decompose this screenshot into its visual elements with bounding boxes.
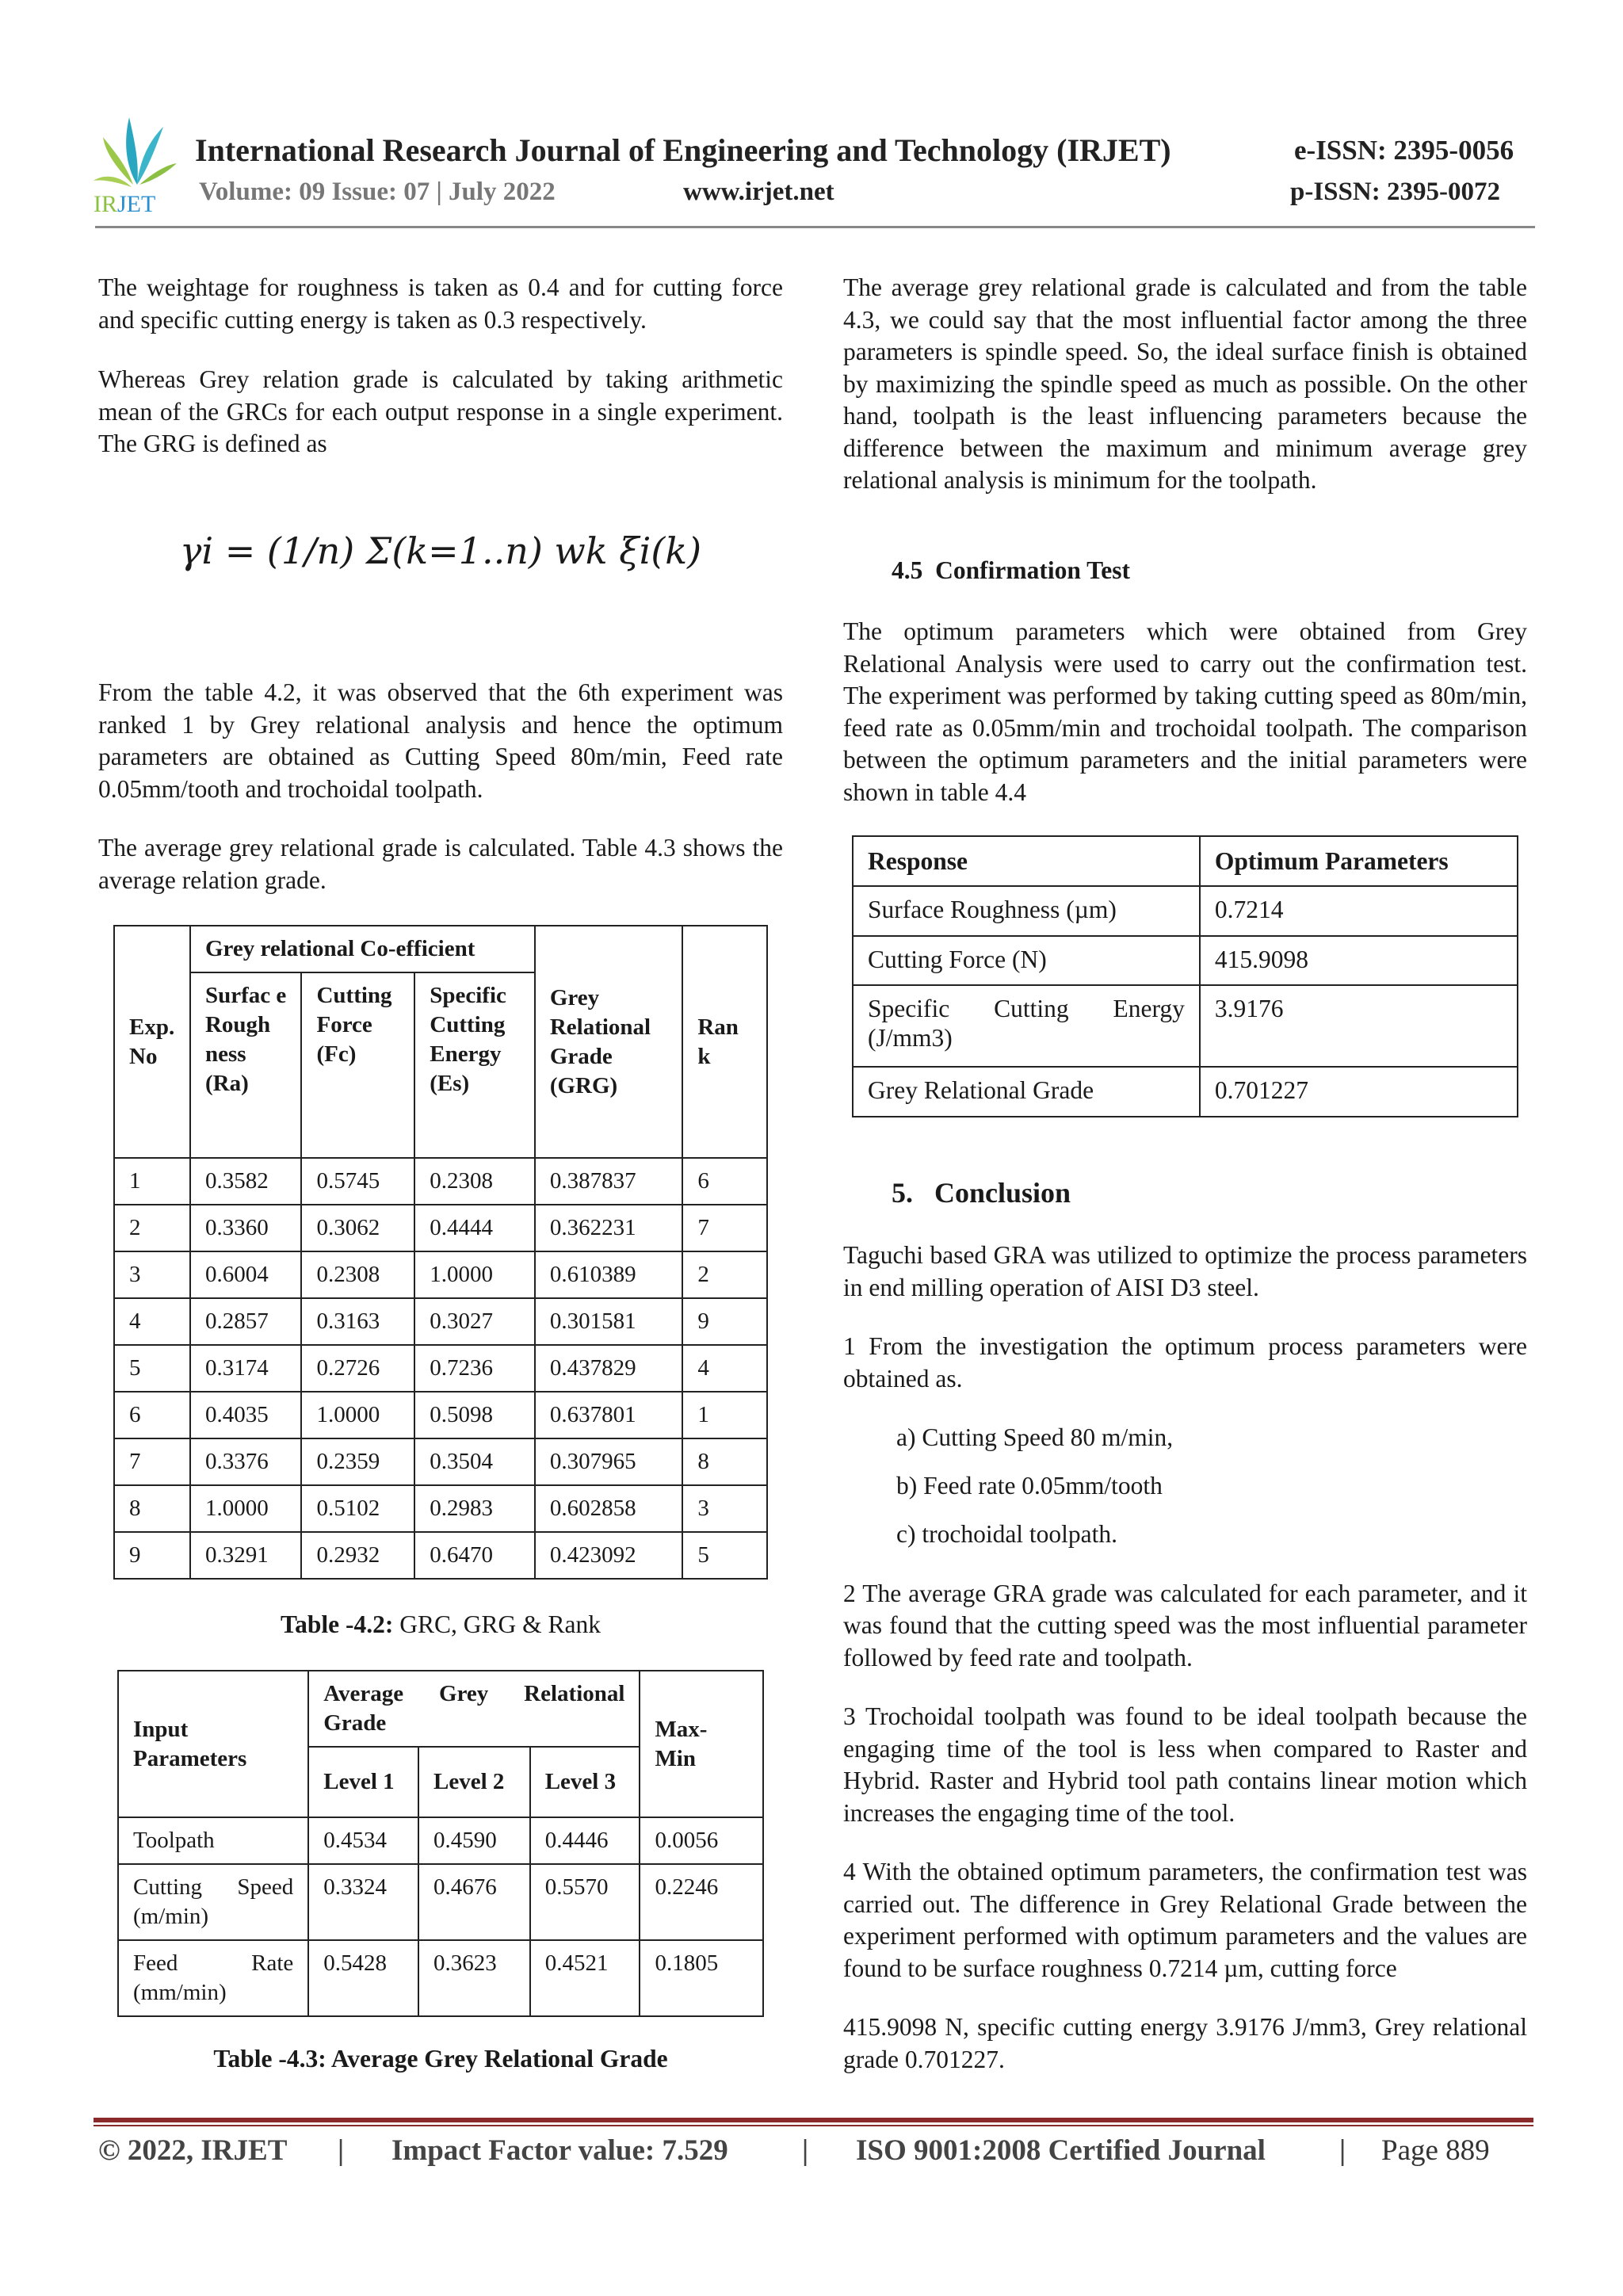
header-average-grg: Average Grey Relational Grade	[308, 1671, 640, 1747]
table-cell: 0.2983	[414, 1485, 535, 1532]
header-exp-no: Exp. No	[114, 926, 190, 1158]
table-cell: 8	[114, 1485, 190, 1532]
list-item: c) trochoidal toolpath.	[896, 1520, 1118, 1548]
table-cell: 7	[682, 1205, 767, 1251]
paragraph: The average grey relational grade is calculated and from the table 4.3, we could say that the most influential factor among the three parameters is spindle speed. So, the ideal surface finish is obtained by maximizing the spindle speed as much as possible. On the other hand, toolpath is the least influencing parameters because the difference between the maximum and minimum average grey relational analysis is minimum for the toolpath.	[843, 273, 1527, 494]
paragraph: From the table 4.2, it was observed that the 6th experiment was ranked 1 by Grey relational analysis and hence the optimum parameters are obtained as Cutting Speed 80m/min, Feed rate 0.05mm/tooth and trochoidal toolpath.	[98, 678, 783, 803]
table-cell: 0.1805	[640, 1940, 763, 2016]
table-cell: 0.2726	[301, 1345, 414, 1392]
irjet-logo: IRJET	[94, 117, 181, 214]
header-rule	[95, 226, 1535, 228]
table-cell: 0.2932	[301, 1532, 414, 1579]
table-cell: 0.3062	[301, 1205, 414, 1251]
table-row	[118, 1817, 763, 1864]
table-row	[853, 1067, 1518, 1117]
header-ra: Surfac e Rough ness (Ra)	[190, 972, 302, 1158]
table-cell: 3.9176	[1200, 985, 1518, 1067]
table-cell: Cutting Force (N)	[853, 936, 1200, 985]
header-response: Response	[853, 836, 1200, 886]
table-cell: 0.5428	[308, 1940, 418, 2016]
volume-issue: Volume: 09 Issue: 07 | July 2022	[199, 178, 556, 206]
table-cell: 0.3504	[414, 1438, 535, 1485]
table-cell: 4	[682, 1345, 767, 1392]
table-cell: 0.6470	[414, 1532, 535, 1579]
table-cell: 0.3623	[418, 1940, 530, 2016]
table-cell: 0.437829	[535, 1345, 683, 1392]
table-cell: 7	[114, 1438, 190, 1485]
table-cell: 0.6004	[190, 1251, 302, 1298]
logo-leaves-icon	[94, 117, 181, 189]
table-cell: 0.7214	[1200, 886, 1518, 936]
table-cell: 0.2857	[190, 1298, 302, 1345]
table-row	[853, 936, 1518, 985]
e-issn: e-ISSN: 2395-0056	[1294, 135, 1514, 166]
table-cell: 0.4521	[530, 1940, 640, 2016]
caption-text: GRC, GRG & Rank	[393, 1610, 601, 1638]
table-cell: 5	[114, 1345, 190, 1392]
footer-iso: ISO 9001:2008 Certified Journal	[856, 2134, 1266, 2167]
footer-separator: |	[338, 2134, 345, 2167]
table-row	[853, 985, 1518, 1067]
table-cell: 9	[114, 1532, 190, 1579]
table-row	[114, 1438, 767, 1485]
table-cell: 3	[682, 1485, 767, 1532]
table-cell: 0.3360	[190, 1205, 302, 1251]
table-cell: 0.3291	[190, 1532, 302, 1579]
footer-separator: |	[1339, 2134, 1346, 2167]
conclusion-body	[843, 1240, 1527, 2076]
table-cell: Specific Cutting Energy (J/mm3)	[853, 985, 1200, 1067]
table-cell: 0.2308	[414, 1158, 535, 1205]
table-cell: 0.4035	[190, 1392, 302, 1438]
table-cell: 0.5102	[301, 1485, 414, 1532]
caption-label: Table -4.2:	[280, 1610, 394, 1638]
header-input-parameters: Input Parameters	[118, 1671, 308, 1817]
table-row	[853, 886, 1518, 936]
table-cell: 0.5745	[301, 1158, 414, 1205]
table-cell: 0.362231	[535, 1205, 683, 1251]
header-fc: Cutting Force (Fc)	[301, 972, 414, 1158]
table-cell: 0.0056	[640, 1817, 763, 1864]
footer-rule-thin	[94, 2125, 1533, 2126]
table-cell: 0.637801	[535, 1392, 683, 1438]
table-cell: 0.4676	[418, 1864, 530, 1940]
table-cell: 8	[682, 1438, 767, 1485]
header-grg: Grey Relational Grade (GRG)	[535, 926, 683, 1158]
table-cell: 6	[682, 1158, 767, 1205]
table-4-3	[117, 1670, 764, 2017]
table-4-2	[113, 925, 768, 1580]
table-cell: Grey Relational Grade	[853, 1067, 1200, 1117]
footer-rule	[94, 2118, 1533, 2122]
paragraph: 4 With the obtained optimum parameters, the confirmation test was carried out. The difference in Grey Relational Grade between the experiment performed with optimum parameters and the values are found to be surface roughness 0.7214 µm, cutting force	[843, 1858, 1527, 1982]
table-cell: Cutting Speed (m/min)	[118, 1864, 308, 1940]
table-cell: 415.9098	[1200, 936, 1518, 985]
table-cell: 0.4590	[418, 1817, 530, 1864]
table-cell: 0.387837	[535, 1158, 683, 1205]
header-grey-relational-coefficient: Grey relational Co-efficient	[190, 926, 535, 972]
table-4-4	[852, 835, 1518, 1117]
table-cell: 0.2246	[640, 1864, 763, 1940]
table-row	[114, 1485, 767, 1532]
table-cell: Toolpath	[118, 1817, 308, 1864]
table-row	[118, 1864, 763, 1940]
table-4-2-caption	[98, 1610, 783, 1639]
grg-formula: γi = (1/n) Σ(k=1..n) wk ξi(k)	[179, 529, 702, 572]
table-cell: 0.4446	[530, 1817, 640, 1864]
table-cell: 1.0000	[190, 1485, 302, 1532]
table-cell: 0.3582	[190, 1158, 302, 1205]
paragraph: 2 The average GRA grade was calculated for each parameter, and it was found that the cutting speed was the most influential parameter followed by feed rate and toolpath.	[843, 1579, 1527, 1671]
table-cell: 0.2359	[301, 1438, 414, 1485]
table-cell: 1.0000	[414, 1251, 535, 1298]
table-cell: 1.0000	[301, 1392, 414, 1438]
table-cell: 9	[682, 1298, 767, 1345]
table-cell: 3	[114, 1251, 190, 1298]
table-4-3-caption: Table -4.3: Average Grey Relational Grade	[213, 2045, 668, 2073]
table-cell: 0.3174	[190, 1345, 302, 1392]
table-cell: 1	[682, 1392, 767, 1438]
header-level-2: Level 2	[418, 1747, 530, 1817]
section-heading-conclusion: 5. Conclusion	[892, 1177, 1071, 1209]
table-cell: 0.602858	[535, 1485, 683, 1532]
table-row	[118, 1940, 763, 2016]
table-cell: 0.701227	[1200, 1067, 1518, 1117]
table-row	[114, 1532, 767, 1579]
table-cell: Feed Rate (mm/min)	[118, 1940, 308, 2016]
table-row	[114, 1345, 767, 1392]
table-cell: 0.2308	[301, 1251, 414, 1298]
table-cell: 0.3376	[190, 1438, 302, 1485]
p-issn: p-ISSN: 2395-0072	[1290, 178, 1500, 206]
header-es: Specific Cutting Energy (Es)	[414, 972, 535, 1158]
list-item: a) Cutting Speed 80 m/min,	[896, 1423, 1174, 1451]
table-cell: 0.5098	[414, 1392, 535, 1438]
table-cell: 0.3163	[301, 1298, 414, 1345]
table-row	[114, 1205, 767, 1251]
list-item: b) Feed rate 0.05mm/tooth	[896, 1472, 1163, 1499]
header-max-min: Max-Min	[640, 1671, 763, 1817]
table-cell: Surface Roughness (µm)	[853, 886, 1200, 936]
table-row	[114, 1298, 767, 1345]
footer-copyright: © 2022, IRJET	[98, 2134, 288, 2167]
table-cell: 0.3324	[308, 1864, 418, 1940]
paragraph: 3 Trochoidal toolpath was found to be ideal toolpath because the engaging time of the tool is less when compared to Raster and Hybrid. Raster and Hybrid tool path contains linear motion which increases the engaging time of the tool.	[843, 1702, 1527, 1827]
table-cell: 0.423092	[535, 1532, 683, 1579]
table-cell: 0.5570	[530, 1864, 640, 1940]
footer-separator: |	[802, 2134, 809, 2167]
table-cell: 2	[114, 1205, 190, 1251]
header-level-3: Level 3	[530, 1747, 640, 1817]
paragraph: 415.9098 N, specific cutting energy 3.9176 J/mm3, Grey relational grade 0.701227.	[843, 2013, 1527, 2073]
paragraph: Taguchi based GRA was utilized to optimize the process parameters in end milling operation of AISI D3 steel.	[843, 1241, 1527, 1301]
header-rank: Ran k	[682, 926, 767, 1158]
footer-impact-factor: Impact Factor value: 7.529	[391, 2134, 728, 2167]
table-cell: 6	[114, 1392, 190, 1438]
table-cell: 0.4444	[414, 1205, 535, 1251]
paragraph: The weightage for roughness is taken as 0.4 and for cutting force and specific cutting energy is taken as 0.3 respectively.	[98, 273, 783, 334]
table-cell: 0.4534	[308, 1817, 418, 1864]
table-cell: 5	[682, 1532, 767, 1579]
table-cell: 2	[682, 1251, 767, 1298]
table-row	[114, 1392, 767, 1438]
paragraph: Whereas Grey relation grade is calculated by taking arithmetic mean of the GRCs for each output response in a single experiment. The GRG is defined as	[98, 365, 783, 457]
table-cell: 0.7236	[414, 1345, 535, 1392]
table-cell: 0.3027	[414, 1298, 535, 1345]
table-cell: 0.301581	[535, 1298, 683, 1345]
paragraph: The optimum parameters which were obtained from Grey Relational Analysis were used to carry out the confirmation test. The experiment was performed by taking cutting speed as 80m/min, feed rate as 0.05mm/min and trochoidal toolpath. The comparison between the optimum parameters and the initial parameters were shown in table 4.4	[843, 617, 1527, 806]
table-row	[114, 1158, 767, 1205]
website-link[interactable]: www.irjet.net	[683, 178, 834, 206]
table-cell: 4	[114, 1298, 190, 1345]
table-cell: 0.307965	[535, 1438, 683, 1485]
table-cell: 1	[114, 1158, 190, 1205]
table-row	[114, 1251, 767, 1298]
header-optimum-parameters: Optimum Parameters	[1200, 836, 1518, 886]
paragraph: The average grey relational grade is calculated. Table 4.3 shows the average relation grade.	[98, 834, 783, 894]
section-heading-4-5: 4.5 Confirmation Test	[892, 556, 1131, 584]
table-cell: 0.610389	[535, 1251, 683, 1298]
journal-title: International Research Journal of Engineering and Technology (IRJET)	[195, 132, 1171, 168]
paragraph: 1 From the investigation the optimum process parameters were obtained as.	[843, 1332, 1527, 1392]
footer-page-number: Page 889	[1381, 2134, 1490, 2167]
header-level-1: Level 1	[308, 1747, 418, 1817]
